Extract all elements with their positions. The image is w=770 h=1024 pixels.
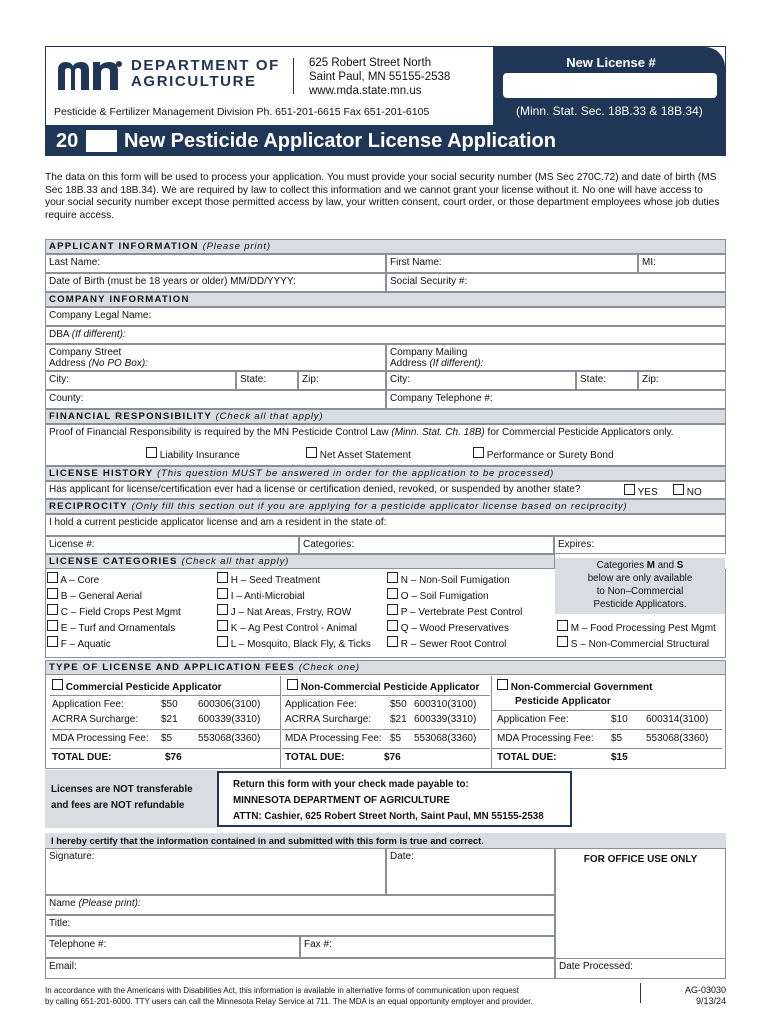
- first-name-field[interactable]: [386, 254, 638, 273]
- category-f[interactable]: [47, 636, 181, 652]
- ada-notice: [45, 985, 605, 1007]
- mailing-state-field[interactable]: [576, 371, 638, 390]
- category-n[interactable]: [387, 572, 522, 588]
- reciprocity-license-field[interactable]: [45, 536, 299, 554]
- commercial-divider-3: [50, 748, 280, 749]
- year-field[interactable]: [86, 130, 117, 152]
- category-q-checkbox[interactable]: [387, 620, 398, 631]
- section-fees-title: TYPE OF LICENSE AND APPLICATION FEES: [49, 662, 295, 673]
- note-c: to Non–Commercial: [596, 586, 684, 597]
- category-k-label: K – Ag Pest Control - Animal: [230, 623, 357, 634]
- category-s[interactable]: [557, 636, 716, 652]
- dba-note: (If different):: [71, 329, 126, 340]
- mailing-label-2: Address: [390, 358, 427, 369]
- year-prefix: 20: [56, 130, 79, 152]
- footer-divider: [640, 983, 641, 1003]
- return-line-2: MINNESOTA DEPARTMENT OF AGRICULTURE: [233, 795, 450, 806]
- form-code: [652, 985, 726, 1007]
- categories-col-1: [47, 572, 181, 652]
- commercial-title: Commercial Pesticide Applicator: [65, 682, 222, 693]
- state-label: State:: [240, 374, 267, 385]
- category-h-label: H – Seed Treatment: [230, 575, 321, 586]
- fee-option-noncommercial[interactable]: [287, 679, 479, 694]
- category-k-checkbox[interactable]: [217, 620, 228, 631]
- noncommercial-row-2-amount: $21: [390, 714, 407, 725]
- reciprocity-expires-label: Expires:: [558, 539, 595, 550]
- mailing-city-field[interactable]: [386, 371, 576, 390]
- financial-text-a: Proof of Financial Responsibility is required by the MN Pesticide Control Law: [49, 427, 389, 438]
- commercial-row-2-amount: $21: [161, 714, 178, 725]
- return-instructions: [217, 771, 572, 827]
- dob-field[interactable]: [45, 273, 386, 292]
- government-divider: [492, 710, 722, 711]
- return-line-1: Return this form with your check made payable to:: [233, 779, 469, 790]
- category-c-label: C – Field Crops Pest Mgmt: [60, 607, 181, 618]
- categories-col-2: [217, 572, 371, 652]
- ssn-field[interactable]: [386, 273, 726, 292]
- note-d: Pesticide Applicators.: [593, 599, 687, 610]
- mailing-state-label: State:: [580, 374, 607, 385]
- street-label-2: Address: [49, 358, 86, 369]
- commercial-row-1-code: 600306(3100): [198, 699, 261, 710]
- title-label: Title:: [49, 918, 71, 929]
- commercial-row-3-label: MDA Processing Fee:: [52, 733, 149, 744]
- noncommercial-row-3-amount: $5: [390, 733, 402, 744]
- section-financial-note: (Check all that apply): [215, 411, 324, 422]
- category-f-checkbox[interactable]: [47, 636, 58, 647]
- history-yes-checkbox[interactable]: [624, 484, 635, 495]
- category-l[interactable]: [217, 636, 371, 652]
- address-street: 625 Robert Street North: [309, 57, 432, 69]
- category-b[interactable]: [47, 588, 181, 604]
- commercial-row-3-amount: $5: [161, 733, 173, 744]
- category-s-checkbox[interactable]: [557, 636, 568, 647]
- new-license-field[interactable]: [503, 73, 717, 98]
- mailing-label-1: Company Mailing: [390, 347, 468, 358]
- reciprocity-license-label: License #:: [49, 539, 95, 550]
- last-name-label: Last Name:: [49, 257, 101, 268]
- mn-logo-icon: [56, 58, 124, 92]
- government-row-1-label: Application Fee:: [497, 714, 569, 725]
- category-k[interactable]: [217, 620, 371, 636]
- section-reciprocity-title: RECIPROCITY: [49, 501, 128, 512]
- government-divider-3: [492, 748, 722, 749]
- fee-option-government[interactable]: [497, 679, 652, 694]
- category-e[interactable]: [47, 620, 181, 636]
- government-row-2-label: MDA Processing Fee:: [497, 733, 594, 744]
- history-no-checkbox[interactable]: [673, 484, 684, 495]
- last-name-field[interactable]: [45, 254, 386, 273]
- noncommercial-title: Non-Commercial Pesticide Applicator: [300, 682, 480, 693]
- section-applicant-title: APPLICANT INFORMATION: [49, 241, 199, 252]
- noncommercial-row-1-label: Application Fee:: [285, 699, 357, 710]
- fax-label: Fax #:: [304, 939, 332, 950]
- section-applicant: [45, 239, 726, 254]
- note-m: M: [646, 560, 655, 571]
- category-i-checkbox[interactable]: [217, 588, 228, 599]
- commercial-divider-2: [50, 729, 280, 730]
- new-license-label: New License #: [566, 55, 656, 70]
- option-net-asset[interactable]: [306, 447, 411, 462]
- noncommercial-divider-2: [282, 729, 490, 730]
- categories-note: [555, 558, 725, 614]
- date-processed-field: [555, 958, 726, 979]
- middle-initial-field[interactable]: [638, 254, 726, 273]
- category-q[interactable]: [387, 620, 522, 636]
- commercial-row-2-code: 600339(3310): [198, 714, 261, 725]
- first-name-label: First Name:: [390, 257, 442, 268]
- reciprocity-statement: I hold a current pesticide applicator license and am a resident in the state of:: [49, 517, 387, 528]
- note-a: Categories: [596, 560, 645, 571]
- noncommercial-row-3-code: 553068(3360): [414, 733, 477, 744]
- section-financial-title: FINANCIAL RESPONSIBILITY: [49, 411, 212, 422]
- category-m[interactable]: [557, 620, 716, 636]
- surety-bond-label: Performance or Surety Bond: [486, 450, 614, 461]
- history-question: Has applicant for license/certification ever had a license or certification denied, revoked, or suspended by another state?: [49, 484, 581, 495]
- address-web: www.mda.state.mn.us: [309, 85, 422, 97]
- category-i-label: I – Anti-Microbial: [230, 591, 305, 602]
- category-o-label: O – Soil Fumigation: [400, 591, 489, 602]
- form-date: 9/13/24: [695, 996, 726, 1006]
- noncommercial-row-2-code: 600339(3310): [414, 714, 477, 725]
- category-j[interactable]: [217, 604, 371, 620]
- category-p-label: P – Vertebrate Pest Control: [400, 607, 523, 618]
- agency-address: [309, 56, 450, 98]
- section-categories-note: (Check all that apply): [181, 556, 290, 567]
- email-label: Email:: [49, 961, 77, 972]
- categories-col-4: [557, 620, 716, 652]
- category-l-label: L – Mosquito, Black Fly, & Ticks: [230, 639, 371, 650]
- fax-field[interactable]: [300, 936, 555, 958]
- government-title-2: Pesticide Applicator: [515, 696, 611, 707]
- fees-col-divider-1: [280, 676, 281, 768]
- category-m-checkbox[interactable]: [557, 620, 568, 631]
- category-p-checkbox[interactable]: [387, 604, 398, 615]
- zip-label: Zip:: [302, 374, 319, 385]
- section-history: [45, 466, 726, 481]
- net-asset-label: Net Asset Statement: [319, 450, 411, 461]
- section-company: [45, 292, 726, 307]
- surety-bond-checkbox[interactable]: [473, 447, 484, 458]
- print-name-field[interactable]: [45, 895, 555, 915]
- category-s-label: S – Non-Commercial Structural: [570, 639, 710, 650]
- commercial-checkbox[interactable]: [52, 679, 63, 690]
- date-field[interactable]: [386, 848, 555, 895]
- legal-name-label: Company Legal Name:: [49, 310, 152, 321]
- state-field[interactable]: [236, 371, 298, 390]
- note-s: S: [676, 560, 684, 571]
- city-field[interactable]: [45, 371, 236, 390]
- categories-col-3: [387, 572, 522, 652]
- office-use-label: FOR OFFICE USE ONLY: [583, 854, 698, 865]
- section-applicant-note: (Please print): [202, 241, 271, 252]
- division-contact: Pesticide & Fertilizer Management Division Ph. 651-201-6615 Fax 651-201-6105: [54, 106, 430, 118]
- county-label: County:: [49, 393, 84, 404]
- noncommercial-divider-3: [282, 748, 490, 749]
- government-row-1-amount: $10: [611, 714, 628, 725]
- noncommercial-checkbox[interactable]: [287, 679, 298, 690]
- city-label: City:: [49, 374, 69, 385]
- signature-field[interactable]: [45, 848, 386, 895]
- section-history-note: (This question MUST be answered in order for the application to be processed): [157, 468, 555, 479]
- section-company-title: COMPANY INFORMATION: [49, 294, 190, 305]
- note-b: below are only available: [587, 573, 693, 584]
- government-total: $15: [611, 752, 628, 763]
- category-i[interactable]: [217, 588, 371, 604]
- category-c-checkbox[interactable]: [47, 604, 58, 615]
- certification-statement: I hereby certify that the information contained in and submitted with this form is true and correct.: [45, 833, 726, 848]
- fees-col-divider-2: [491, 676, 492, 768]
- commercial-row-2-label: ACRRA Surcharge:: [52, 714, 139, 725]
- print-name-label: Name: [49, 898, 76, 909]
- government-divider-2: [492, 729, 722, 730]
- commercial-row-1-amount: $50: [161, 699, 178, 710]
- company-mailing-field[interactable]: [386, 344, 726, 371]
- fee-option-commercial[interactable]: [52, 679, 222, 694]
- government-checkbox[interactable]: [497, 679, 508, 690]
- date-label: Date:: [390, 851, 414, 862]
- commercial-total: $76: [165, 752, 182, 763]
- noncommercial-total: $76: [384, 752, 401, 763]
- street-label-1: Company Street: [49, 347, 122, 358]
- history-yes-option[interactable]: [624, 484, 658, 499]
- category-a-checkbox[interactable]: [47, 572, 58, 583]
- company-street-field[interactable]: [45, 344, 386, 371]
- email-field[interactable]: [45, 958, 555, 979]
- noncommercial-total-label: TOTAL DUE:: [285, 752, 345, 763]
- government-total-label: TOTAL DUE:: [497, 752, 557, 763]
- category-e-checkbox[interactable]: [47, 620, 58, 631]
- liability-label: Liability Insurance: [159, 450, 240, 461]
- liability-checkbox[interactable]: [146, 447, 157, 458]
- noncommercial-row-1-amount: $50: [390, 699, 407, 710]
- return-line-3: ATTN: Cashier, 625 Robert Street North, Saint Paul, MN 55155-2538: [233, 811, 544, 822]
- logo-line-2: AGRICULTURE: [131, 73, 257, 90]
- government-row-2-amount: $5: [611, 733, 623, 744]
- logo-divider: [293, 58, 294, 94]
- dob-label: Date of Birth (must be 18 years or older) MM/DD/YYYY:: [49, 276, 296, 287]
- ada-line-2: by calling 651-201-6000. TTY users can call the Minnesota Relay Service at 711. The MDA is an equal opportunity employer and provider.: [45, 997, 533, 1006]
- category-f-label: F – Aquatic: [60, 639, 111, 650]
- category-q-label: Q – Wood Preservatives: [400, 623, 509, 634]
- history-no-label: NO: [686, 487, 702, 498]
- category-r-checkbox[interactable]: [387, 636, 398, 647]
- category-o[interactable]: [387, 588, 522, 604]
- financial-text-c: for Commercial Pesticide Applicators only.: [487, 427, 674, 438]
- dba-label: DBA: [49, 329, 70, 340]
- form-number: AG-03030: [684, 985, 726, 995]
- section-reciprocity-note: (Only fill this section out if you are applying for a pesticide applicator license based on reciprocity): [131, 501, 628, 512]
- company-legal-name-field[interactable]: [45, 307, 726, 326]
- transfer-notice: [45, 770, 217, 828]
- category-n-checkbox[interactable]: [387, 572, 398, 583]
- category-h[interactable]: [217, 572, 371, 588]
- category-a-label: A – Core: [60, 575, 100, 586]
- history-no-option[interactable]: [673, 484, 702, 499]
- section-reciprocity: [45, 499, 726, 514]
- date-processed-label: Date Processed:: [559, 961, 633, 972]
- category-h-checkbox[interactable]: [217, 572, 228, 583]
- transfer-notice-2: and fees are NOT refundable: [51, 800, 185, 811]
- option-liability[interactable]: [146, 447, 240, 462]
- section-financial: [45, 409, 726, 424]
- option-surety-bond[interactable]: [473, 447, 614, 462]
- agency-name: [131, 58, 280, 90]
- mailing-zip-field[interactable]: [638, 371, 726, 390]
- signature-label: Signature:: [49, 851, 95, 862]
- reciprocity-categories-field[interactable]: [299, 536, 554, 554]
- ssn-label: Social Security #:: [390, 276, 468, 287]
- section-categories: [45, 554, 555, 569]
- mi-label: MI:: [642, 257, 656, 268]
- commercial-row-1: [52, 699, 124, 711]
- reciprocity-categories-label: Categories:: [303, 539, 355, 550]
- net-asset-checkbox[interactable]: [306, 447, 317, 458]
- category-j-label: J – Nat Areas, Frstry, ROW: [230, 607, 352, 618]
- category-p[interactable]: [387, 604, 522, 620]
- category-a[interactable]: [47, 572, 181, 588]
- mailing-zip-label: Zip:: [642, 374, 659, 385]
- mailing-city-label: City:: [390, 374, 410, 385]
- financial-text-b: (Minn. Stat. Ch. 18B): [391, 427, 485, 438]
- page-title: New Pesticide Applicator License Application: [124, 130, 556, 152]
- category-m-label: M – Food Processing Pest Mgmt: [570, 623, 716, 634]
- transfer-notice-1: Licenses are NOT transferable: [51, 784, 193, 795]
- category-l-checkbox[interactable]: [217, 636, 228, 647]
- company-phone-label: Company Telephone #:: [390, 393, 493, 404]
- category-e-label: E – Turf and Ornamentals: [60, 623, 176, 634]
- county-field[interactable]: [45, 390, 386, 409]
- reciprocity-expires-field[interactable]: [554, 536, 726, 554]
- category-j-checkbox[interactable]: [217, 604, 228, 615]
- section-history-title: LICENSE HISTORY: [49, 468, 154, 479]
- section-categories-title: LICENSE CATEGORIES: [49, 556, 178, 567]
- category-b-label: B – General Aerial: [60, 591, 142, 602]
- reciprocity-state-field[interactable]: [45, 514, 726, 536]
- commercial-total-label: TOTAL DUE:: [52, 752, 112, 763]
- section-fees: [45, 660, 726, 675]
- commercial-divider: [50, 695, 280, 696]
- category-b-checkbox[interactable]: [47, 588, 58, 599]
- street-note: (No PO Box):: [88, 358, 148, 369]
- zip-field[interactable]: [298, 371, 386, 390]
- category-o-checkbox[interactable]: [387, 588, 398, 599]
- government-title-1: Non-Commercial Government: [510, 682, 653, 693]
- noncommercial-row-3-label: MDA Processing Fee:: [285, 733, 382, 744]
- dba-field[interactable]: [45, 326, 726, 344]
- telephone-field[interactable]: [45, 936, 300, 958]
- commercial-row-3-code: 553068(3360): [198, 733, 261, 744]
- history-yes-label: YES: [637, 487, 658, 498]
- section-fees-note: (Check one): [298, 662, 360, 673]
- statute-reference: (Minn. Stat. Sec. 18B.33 & 18B.34): [516, 104, 703, 118]
- category-r-label: R – Sewer Root Control: [400, 639, 507, 650]
- category-r[interactable]: [387, 636, 522, 652]
- noncommercial-row-2-label: ACRRA Surcharge:: [285, 714, 372, 725]
- mailing-note: (If different):: [429, 358, 484, 369]
- print-name-note: (Please print):: [78, 898, 141, 909]
- privacy-notice: The data on this form will be used to process your application. You must provide your social security number (MS Sec 270C.72) and date of birth (MS Sec 18B.33 and 18B.34). We are required by law to collect this information and we cannot grant your license without it. No one will have access to your social security number except those permitted access by law, your written consent, court order, or those department employees whose job duties require access.: [45, 172, 720, 221]
- government-row-1-code: 600314(3100): [646, 714, 709, 725]
- ada-line-1: In accordance with the Americans with Disabilities Act, this information is available in alternative forms of communication upon request: [45, 986, 520, 995]
- telephone-label: Telephone #:: [49, 939, 107, 950]
- noncommercial-divider: [282, 695, 490, 696]
- noncommercial-row-1-code: 600310(3100): [414, 699, 477, 710]
- commercial-row-1-label: Application Fee:: [52, 699, 124, 710]
- government-row-2-code: 553068(3360): [646, 733, 709, 744]
- address-city: Saint Paul, MN 55155-2538: [309, 71, 451, 83]
- category-n-label: N – Non-Soil Fumigation: [400, 575, 510, 586]
- title-field[interactable]: [45, 915, 555, 936]
- category-c[interactable]: [47, 604, 181, 620]
- note-and: and: [657, 560, 675, 571]
- company-phone-field[interactable]: [386, 390, 726, 409]
- logo-line-1: DEPARTMENT OF: [131, 57, 280, 74]
